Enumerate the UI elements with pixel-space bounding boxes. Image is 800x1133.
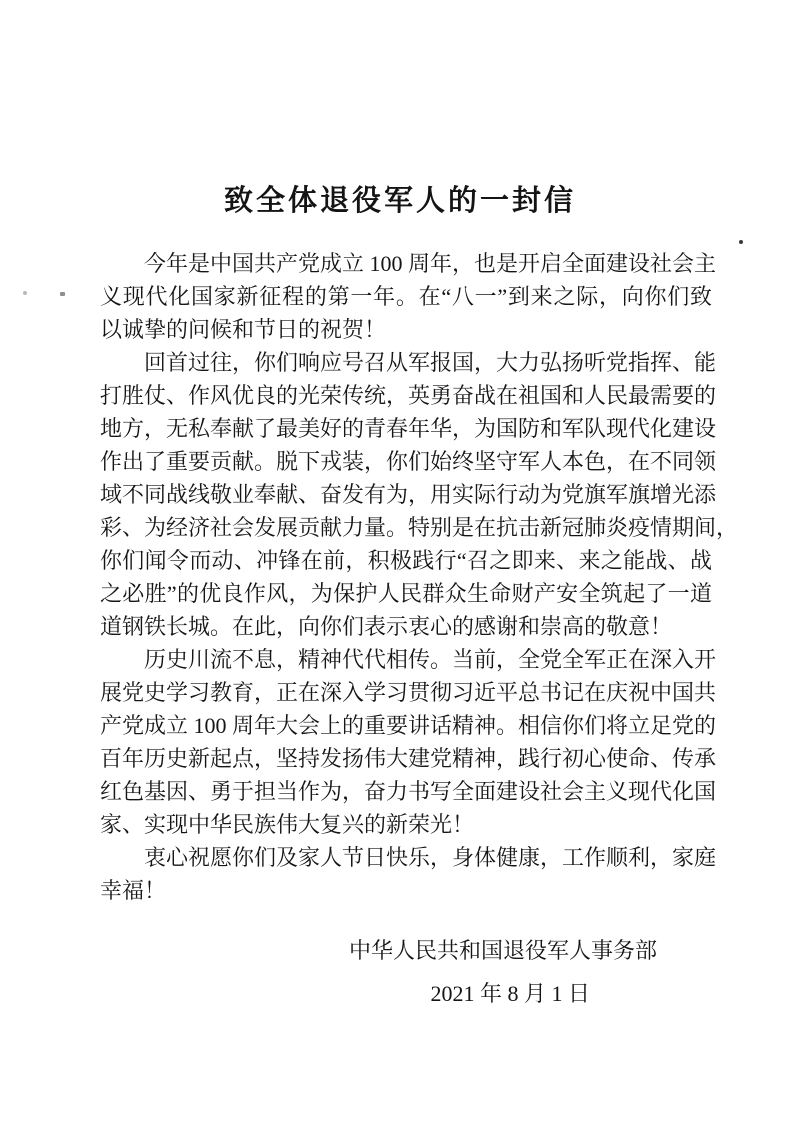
text-line: 回首过往，你们响应号召从军报国，大力弘扬听党指挥、能 <box>144 350 717 375</box>
paragraph-2 <box>100 346 739 643</box>
text-line: 你们闻令而动、冲锋在前，积极践行“召之即来、来之能战、战 <box>100 548 712 573</box>
paragraph-3 <box>100 643 717 841</box>
text-line: 地方，无私奉献了最美好的青春年华，为国防和军队现代化建设 <box>100 416 717 441</box>
text-line: 道钢铁长城。在此，向你们表示衷心的感谢和崇高的敬意！ <box>100 614 673 639</box>
paragraph-1 <box>100 247 717 346</box>
text-line: 今年是中国共产党成立 100 周年，也是开启全面建设社会主 <box>144 251 717 276</box>
text-line: 作出了重要贡献。脱下戎装，你们始终坚守军人本色，在不同领 <box>100 449 717 474</box>
text-line: 域不同战线敬业奉献、奋发有为，用实际行动为党旗军旗增光添 <box>100 482 717 507</box>
text-line: 产党成立 100 周年大会上的重要讲话精神。相信你们将立足党的 <box>100 713 717 738</box>
text-line: 打胜仗、作风优良的光荣传统，英勇奋战在祖国和人民最需要的 <box>100 383 717 408</box>
text-line: 衷心祝愿你们及家人节日快乐，身体健康，工作顺利，家庭 <box>144 845 717 870</box>
letter-date: 2021 年 8 月 1 日 <box>430 981 590 1006</box>
text-line: 展党史学习教育，正在深入学习贯彻习近平总书记在庆祝中国共 <box>100 680 717 705</box>
text-line: 家、实现中华民族伟大复兴的新荣光！ <box>100 812 475 837</box>
letter-body <box>100 247 739 1010</box>
sender-signature: 中华人民共和国退役军人事务部 <box>348 938 657 963</box>
scan-speck <box>23 291 27 295</box>
paragraph-4 <box>100 841 717 907</box>
text-line: 义现代化国家新征程的第一年。在“八一”到来之际，向你们致 <box>100 284 712 309</box>
scan-speck <box>60 292 65 296</box>
text-line: 幸福！ <box>100 878 167 903</box>
letter-title: 致全体退役军人的一封信 <box>223 185 576 217</box>
text-line: 百年历史新起点，坚持发扬伟大建党精神，践行初心使命、传承 <box>100 746 717 771</box>
scan-speck <box>739 240 743 244</box>
text-line: 彩、为经济社会发展贡献力量。特别是在抗击新冠肺炎疫情期间， <box>100 515 739 540</box>
text-line: 之必胜”的优良作风，为保护人民群众生命财产安全筑起了一道 <box>100 581 712 606</box>
text-line: 以诚挚的问候和节日的祝贺！ <box>100 317 387 342</box>
text-line: 历史川流不息，精神代代相传。当前，全党全军正在深入开 <box>144 647 717 672</box>
text-line: 红色基因、勇于担当作为，奋力书写全面建设社会主义现代化国 <box>100 779 717 804</box>
